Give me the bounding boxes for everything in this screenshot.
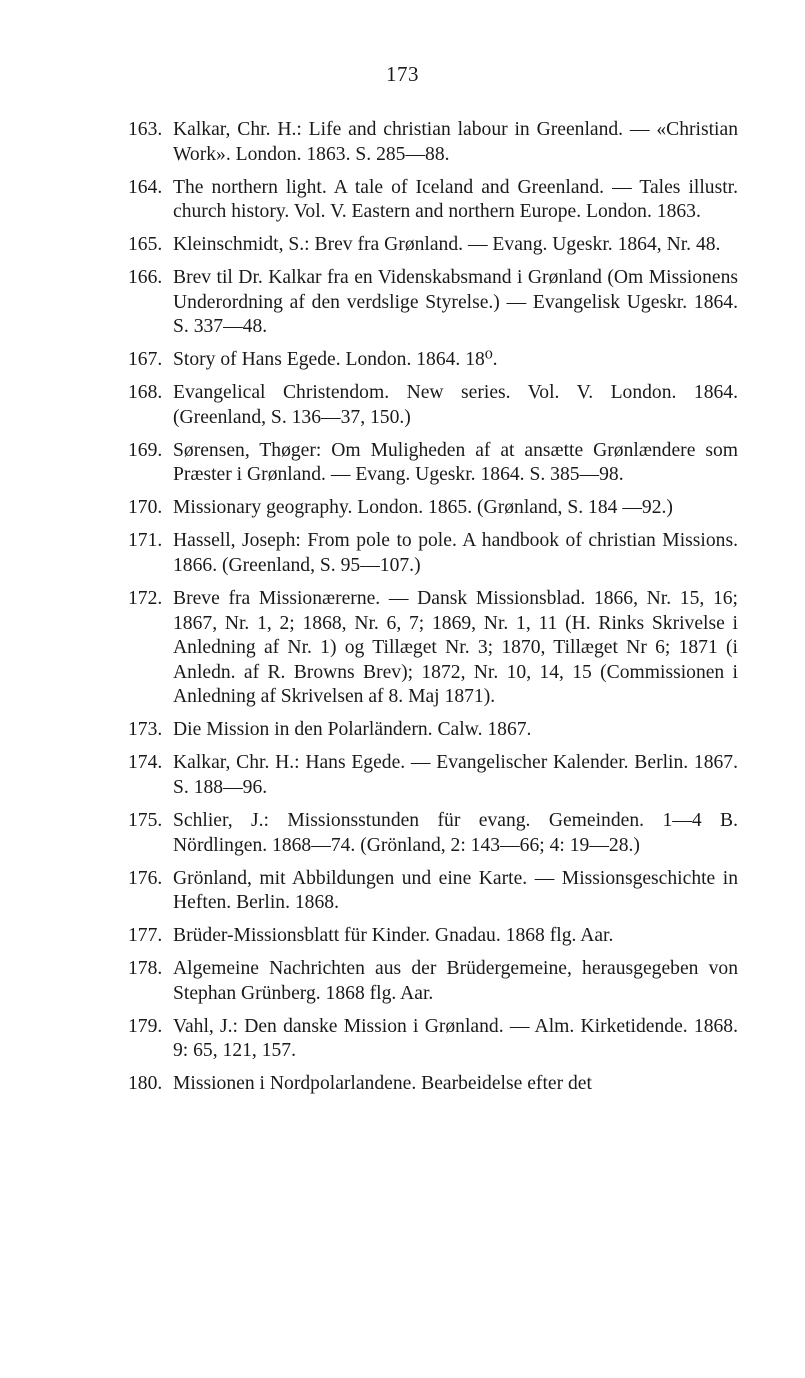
- entry-number: 177.: [128, 925, 163, 947]
- entry-number: 165.: [128, 234, 163, 256]
- entry-number: 172.: [128, 588, 163, 610]
- entry-number: 176.: [128, 867, 163, 889]
- entry-text: Story of Hans Egede. London. 1864. 18⁰.: [173, 349, 498, 371]
- entry-text: Grönland, mit Abbildungen und eine Karte. — Missionsgeschichte in Heften. Berlin. 1868.: [173, 867, 738, 914]
- entry-text: Missionen i Nordpolarlandene. Bearbeidelse efter det: [173, 1073, 592, 1095]
- page-number: 173: [386, 62, 419, 86]
- entry-text: Algemeine Nachrichten aus der Brüdergemeine, herausgegeben von Stephan Grünberg. 1868 flg. Aar.: [173, 958, 738, 1004]
- bibliography-entry: [128, 176, 738, 225]
- bibliography-entry: [128, 439, 738, 488]
- entry-text: Die Mission in den Polarländern. Calw. 1867.: [173, 719, 532, 741]
- entry-text: Brev til Dr. Kalkar fra en Videnskabsmand i Grønland (Om Missionens Underordning af den verdslige Styrelse.) — Evangelisk Ugeskr. 1864. S. 337—48.: [173, 267, 738, 338]
- entry-number: 169.: [128, 439, 163, 461]
- entry-text: Kalkar, Chr. H.: Hans Egede. — Evangelischer Kalender. Berlin. 1867. S. 188—96.: [173, 752, 738, 798]
- entry-text: Hassell, Joseph: From pole to pole. A handbook of christian Missions. 1866. (Greenland, S. 95—107.): [173, 530, 738, 577]
- bibliography-entry: [128, 529, 738, 578]
- bibliography-entry: [128, 924, 738, 949]
- bibliography-entry: [128, 718, 738, 743]
- entry-text: Schlier, J.: Missionsstunden für evang. Gemeinden. 1—4 B. Nördlingen. 1868—74. (Grönland, 2: 143—66; 4: 19—28.): [173, 809, 738, 856]
- entry-number: 175.: [128, 809, 163, 831]
- bibliography-entry: [128, 809, 738, 858]
- bibliography-entry: [128, 266, 738, 340]
- entry-number: 178.: [128, 958, 163, 980]
- bibliography-entry: [128, 118, 738, 167]
- entry-text: Breve fra Missionærerne. — Dansk Missionsblad. 1866, Nr. 15, 16; 1867, Nr. 1, 2; 1868, Nr. 6, 7; 1869, Nr. 1, 11 (H. Rinks Skrivelse i Anledning af Nr. 1) og Tillæget Nr. 3; 1870, Tillæget Nr 6; 1871 (i Anledn. af R. Browns Brev); 1872, Nr. 10, 14, 15 (Commissionen i Anledning af Skrivelsen af 8. Maj 1871).: [173, 588, 738, 708]
- bibliography-entry: [128, 587, 738, 710]
- bibliography-entry: [128, 867, 738, 916]
- entry-text: Sørensen, Thøger: Om Muligheden af at ansætte Grønlændere som Præster i Grønland. — Evang. Ugeskr. 1864. S. 385—98.: [173, 439, 738, 486]
- entry-number: 179.: [128, 1015, 163, 1037]
- entry-text: Vahl, J.: Den danske Mission i Grønland. — Alm. Kirketidende. 1868. 9: 65, 121, 157.: [173, 1015, 738, 1062]
- entry-text: Kalkar, Chr. H.: Life and christian labour in Greenland. — «Christian Work». London. 1863. S. 285—88.: [173, 119, 738, 165]
- entry-number: 170.: [128, 497, 163, 519]
- bibliography-entry: [128, 496, 738, 521]
- bibliography-entry: [128, 1015, 738, 1064]
- entry-number: 164.: [128, 176, 163, 198]
- bibliography-entry: [128, 348, 738, 373]
- bibliography-entry: [128, 1072, 738, 1097]
- bibliography-list: [128, 118, 738, 1105]
- entry-number: 163.: [128, 119, 163, 140]
- entry-number: 171.: [128, 530, 163, 552]
- entry-number: 174.: [128, 752, 163, 774]
- bibliography-entry: [128, 381, 738, 430]
- entry-text: Brüder-Missionsblatt für Kinder. Gnadau. 1868 flg. Aar.: [173, 925, 614, 947]
- bibliography-entry: [128, 751, 738, 800]
- entry-text: The northern light. A tale of Iceland and Greenland. — Tales illustr. church history. Vol. V. Eastern and northern Europe. London. 1863.: [173, 176, 738, 223]
- entry-text: Missionary geography. London. 1865. (Grønland, S. 184 —92.): [173, 497, 673, 519]
- entry-text: Kleinschmidt, S.: Brev fra Grønland. — Evang. Ugeskr. 1864, Nr. 48.: [173, 234, 721, 256]
- bibliography-entry: [128, 957, 738, 1006]
- entry-number: 180.: [128, 1073, 163, 1095]
- entry-number: 166.: [128, 267, 163, 289]
- entry-text: Evangelical Christendom. New series. Vol. V. London. 1864. (Greenland, S. 136—37, 150.): [173, 382, 738, 428]
- bibliography-entry: [128, 233, 738, 258]
- entry-number: 167.: [128, 349, 163, 371]
- entry-number: 168.: [128, 382, 163, 404]
- entry-number: 173.: [128, 719, 163, 741]
